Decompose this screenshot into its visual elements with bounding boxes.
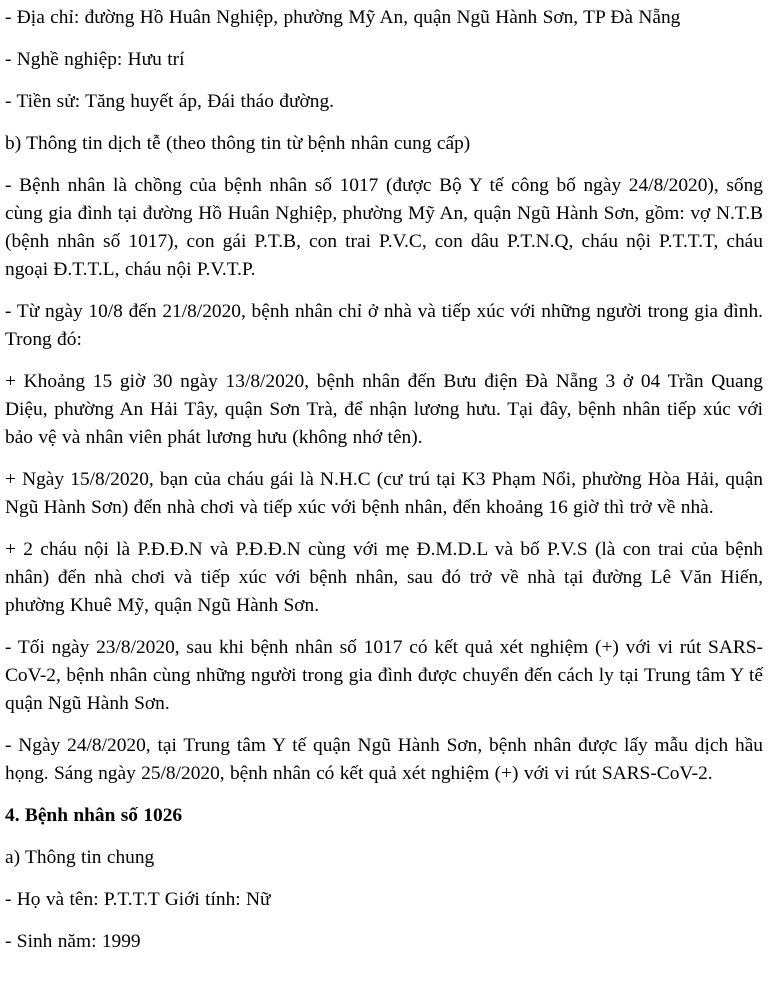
epidemiology-post-office-paragraph: + Khoảng 15 giờ 30 ngày 13/8/2020, bệnh nhân đến Bưu điện Đà Nẵng 3 ở 04 Trần Quang Diệu, phường An Hải Tây, quận Sơn Trà, để nhận lương hưu. Tại đây, bệnh nhân tiếp xúc với bảo vệ và nhân viên phát lương hưu (không nhớ tên).: [5, 371, 763, 448]
medical-history-line: - Tiền sử: Tăng huyết áp, Đái tháo đường.: [5, 91, 334, 112]
epidemiology-family-paragraph: - Bệnh nhân là chồng của bệnh nhân số 1017 (được Bộ Y tế công bố ngày 24/8/2020), sống cùng gia đình tại đường Hồ Huân Nghiệp, phường Mỹ An, quận Ngũ Hành Sơn, gồm: vợ N.T.B (bệnh nhân số 1017), con gái P.T.B, con trai P.V.C, con dâu P.T.N.Q, cháu nội P.T.T.T, cháu ngoại Đ.T.T.L, cháu nội P.V.T.P.: [5, 175, 763, 280]
epidemiology-test-result-paragraph: - Ngày 24/8/2020, tại Trung tâm Y tế quận Ngũ Hành Sơn, bệnh nhân được lấy mẫu dịch hầu họng. Sáng ngày 25/8/2020, bệnh nhân có kết quả xét nghiệm (+) với vi rút SARS-CoV-2.: [5, 735, 763, 784]
name-gender-line: - Họ và tên: P.T.T.T Giới tính: Nữ: [5, 889, 271, 910]
epidemiology-home-paragraph: - Từ ngày 10/8 đến 21/8/2020, bệnh nhân chỉ ở nhà và tiếp xúc với những người trong gia đình. Trong đó:: [5, 301, 763, 350]
general-info-subheading: a) Thông tin chung: [5, 847, 155, 868]
occupation-line: - Nghề nghiệp: Hưu trí: [5, 49, 185, 70]
patient-section-heading: 4. Bệnh nhân số 1026: [5, 805, 183, 826]
address-line: - Địa chỉ: đường Hồ Huân Nghiệp, phường Mỹ An, quận Ngũ Hành Sơn, TP Đà Nẵng: [5, 7, 681, 28]
epidemiology-friend-visit-paragraph: + Ngày 15/8/2020, bạn của cháu gái là N.H.C (cư trú tại K3 Phạm Nổi, phường Hòa Hải, quận Ngũ Hành Sơn) đến nhà chơi và tiếp xúc với bệnh nhân, đến khoảng 16 giờ thì trở về nhà.: [5, 469, 763, 518]
epidemiology-isolation-paragraph: - Tối ngày 23/8/2020, sau khi bệnh nhân số 1017 có kết quả xét nghiệm (+) với vi rút SARS-CoV-2, bệnh nhân cùng những người trong gia đình được chuyển đến cách ly tại Trung tâm Y tế quận Ngũ Hành Sơn.: [5, 637, 763, 714]
epidemiology-grandchildren-paragraph: + 2 cháu nội là P.Đ.Đ.N và P.Đ.Đ.N cùng với mẹ Đ.M.D.L và bố P.V.S (là con trai của bệnh nhân) đến nhà chơi và tiếp xúc với bệnh nhân, sau đó trở về nhà tại đường Lê Văn Hiến, phường Khuê Mỹ, quận Ngũ Hành Sơn.: [5, 539, 763, 616]
document-page: [5, 4, 763, 970]
birth-year-line: - Sinh năm: 1999: [5, 931, 141, 952]
epidemiology-subheading: b) Thông tin dịch tễ (theo thông tin từ bệnh nhân cung cấp): [5, 133, 471, 154]
